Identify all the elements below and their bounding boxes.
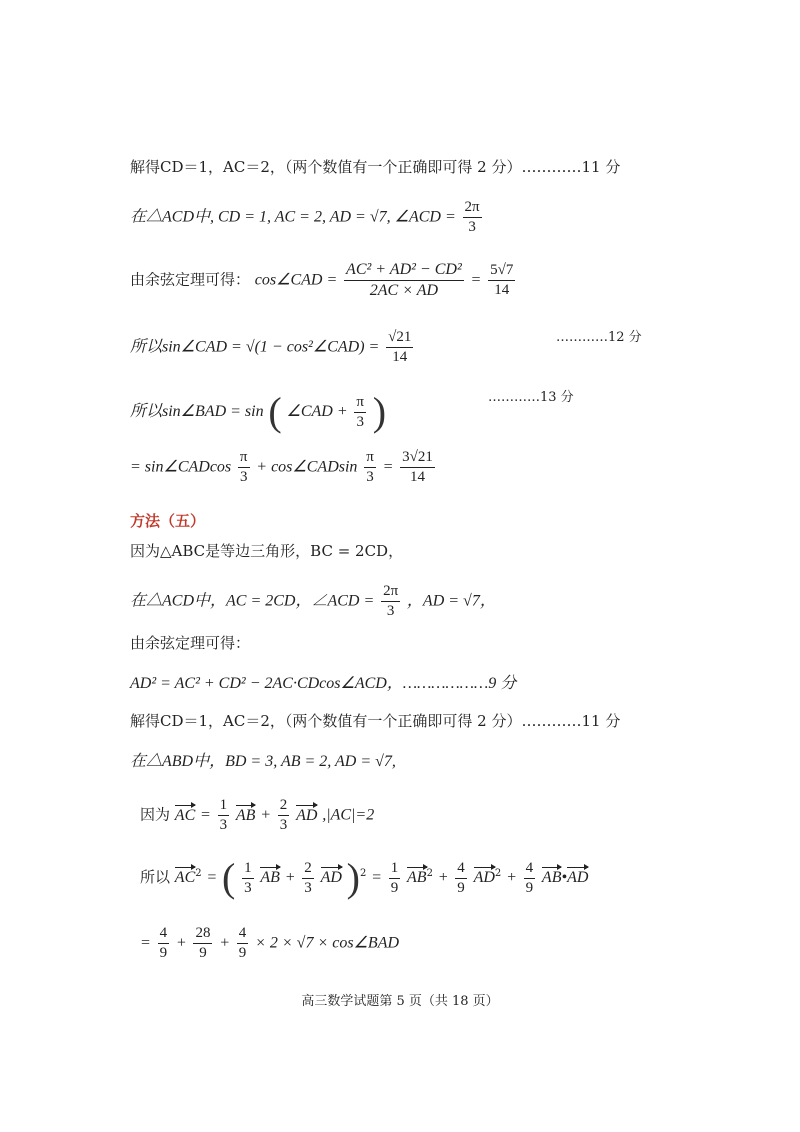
fraction: $\frac{1}{3}$ [244, 859, 252, 896]
solution-line-9: 由余弦定理可得： [130, 634, 251, 652]
vector-ab: AB [235, 806, 256, 824]
solution-line-1: 解得CD＝1，AC＝2，（两个数值有一个正确即可得 2 分）…………11 分 [130, 158, 621, 176]
solution-line-4: 所以sin∠CAD = √(1 − cos²∠CAD) = $\frac{√21}{14}$ [130, 329, 412, 365]
fraction: $\frac{√21}{14}$ [388, 329, 412, 365]
fraction: $\frac{2}{3}$ [279, 797, 288, 833]
solution-line-13: 因为 AC = $\frac{1}{3}$ AB + $\frac{2}{3}$ AD ,|AC|=2 [140, 797, 375, 833]
solution-line-8: 在△ACD中，AC = 2CD，∠ACD = $\frac{2\pi}{3}$ ，AD = √7， [130, 583, 496, 619]
page-footer: 高三数学试题第 5 页（共 18 页） [301, 994, 499, 1009]
fraction: $\frac{\pi}{3}$ [239, 449, 248, 485]
vector-ab: AB [260, 869, 280, 886]
vector-ad: AD [473, 869, 495, 886]
score-marker-12: …………12 分 [556, 330, 642, 345]
fraction: $\frac{4}{9}$ [457, 859, 465, 896]
solution-line-6: = sin∠CADcos $\frac{\pi}{3}$ + cos∠CADsin $\frac{\pi}{3}$ = $\frac{3√21}{14}$ [130, 449, 433, 485]
vector-ac: AC [174, 806, 196, 824]
solution-line-10: AD² = AC² + CD² − 2AC·CDcos∠ACD，………………9 分 [130, 675, 517, 692]
vector-ab: AB [541, 869, 562, 886]
vector-ac: AC [174, 869, 196, 886]
fraction: $\frac{\text{AC² + AD² − CD²}}{2AC \times AD}$ [346, 261, 462, 299]
score-marker-13: …………13 分 [488, 390, 574, 405]
fraction: $\frac{2}{3}$ [304, 859, 312, 896]
solution-line-7: 因为△ABC是等边三角形，BC = 2CD， [130, 542, 404, 560]
fraction: $\frac{1}{9}$ [390, 859, 399, 896]
solution-line-2: 在△ACD中, CD = 1, AC = 2, AD = √7, ∠ACD = $\frac{2\pi}{3}$ [130, 199, 480, 235]
solution-line-15: = $\frac{4}{9}$ + $\frac{28}{9}$ + $\frac{4}{9}$ × 2 × √7 × cos∠BAD [140, 925, 400, 961]
fraction: $\frac{4}{9}$ [525, 859, 534, 896]
solution-line-12: 在△ABD中，BD = 3, AB = 2, AD = √7, [130, 753, 396, 770]
solution-line-14: 所以 $AC^2$ = ( $\frac{1}{3}$ AB + $\frac{2}{3}$ AD )$^2$ = $\frac{1}{9}$ $AB^2$ + $\frac{4}{9}$ $AD^2$ + $\frac{4}{9}$ AB•AD [140, 855, 589, 900]
vector-ad: AD [296, 806, 318, 824]
vector-ad: AD [567, 869, 589, 886]
vector-ad: AD [320, 869, 342, 886]
vector-ab: AB [407, 869, 427, 886]
solution-line-3: 由余弦定理可得： cos∠CAD = $\frac{\text{AC² + AD² − CD²}}{2AC \times AD}$ = $\frac{5√7}{14}$ [130, 261, 514, 299]
fraction: $\frac{2\pi}{3}$ [383, 583, 399, 619]
solution-line-5: 所以sin∠BAD = sin ( ∠CAD + $\frac{\pi}{3}$ ) [130, 389, 387, 434]
method-heading: 方法（五） [130, 512, 206, 530]
fraction: $\frac{4}{9}$ [159, 925, 168, 961]
fraction: $\frac{\pi}{3}$ [356, 393, 364, 430]
fraction: $\frac{4}{9}$ [238, 925, 247, 961]
fraction: $\frac{28}{9}$ [195, 925, 211, 961]
solution-line-11: 解得CD＝1，AC＝2，（两个数值有一个正确即可得 2 分）…………11 分 [130, 712, 621, 730]
fraction: $\frac{1}{3}$ [219, 797, 228, 833]
fraction: $\frac{3√21}{14}$ [402, 449, 433, 485]
fraction: $\frac{5√7}{14}$ [490, 262, 514, 298]
fraction: $\frac{2\pi}{3}$ [464, 199, 480, 235]
fraction: $\frac{\pi}{3}$ [366, 449, 374, 485]
